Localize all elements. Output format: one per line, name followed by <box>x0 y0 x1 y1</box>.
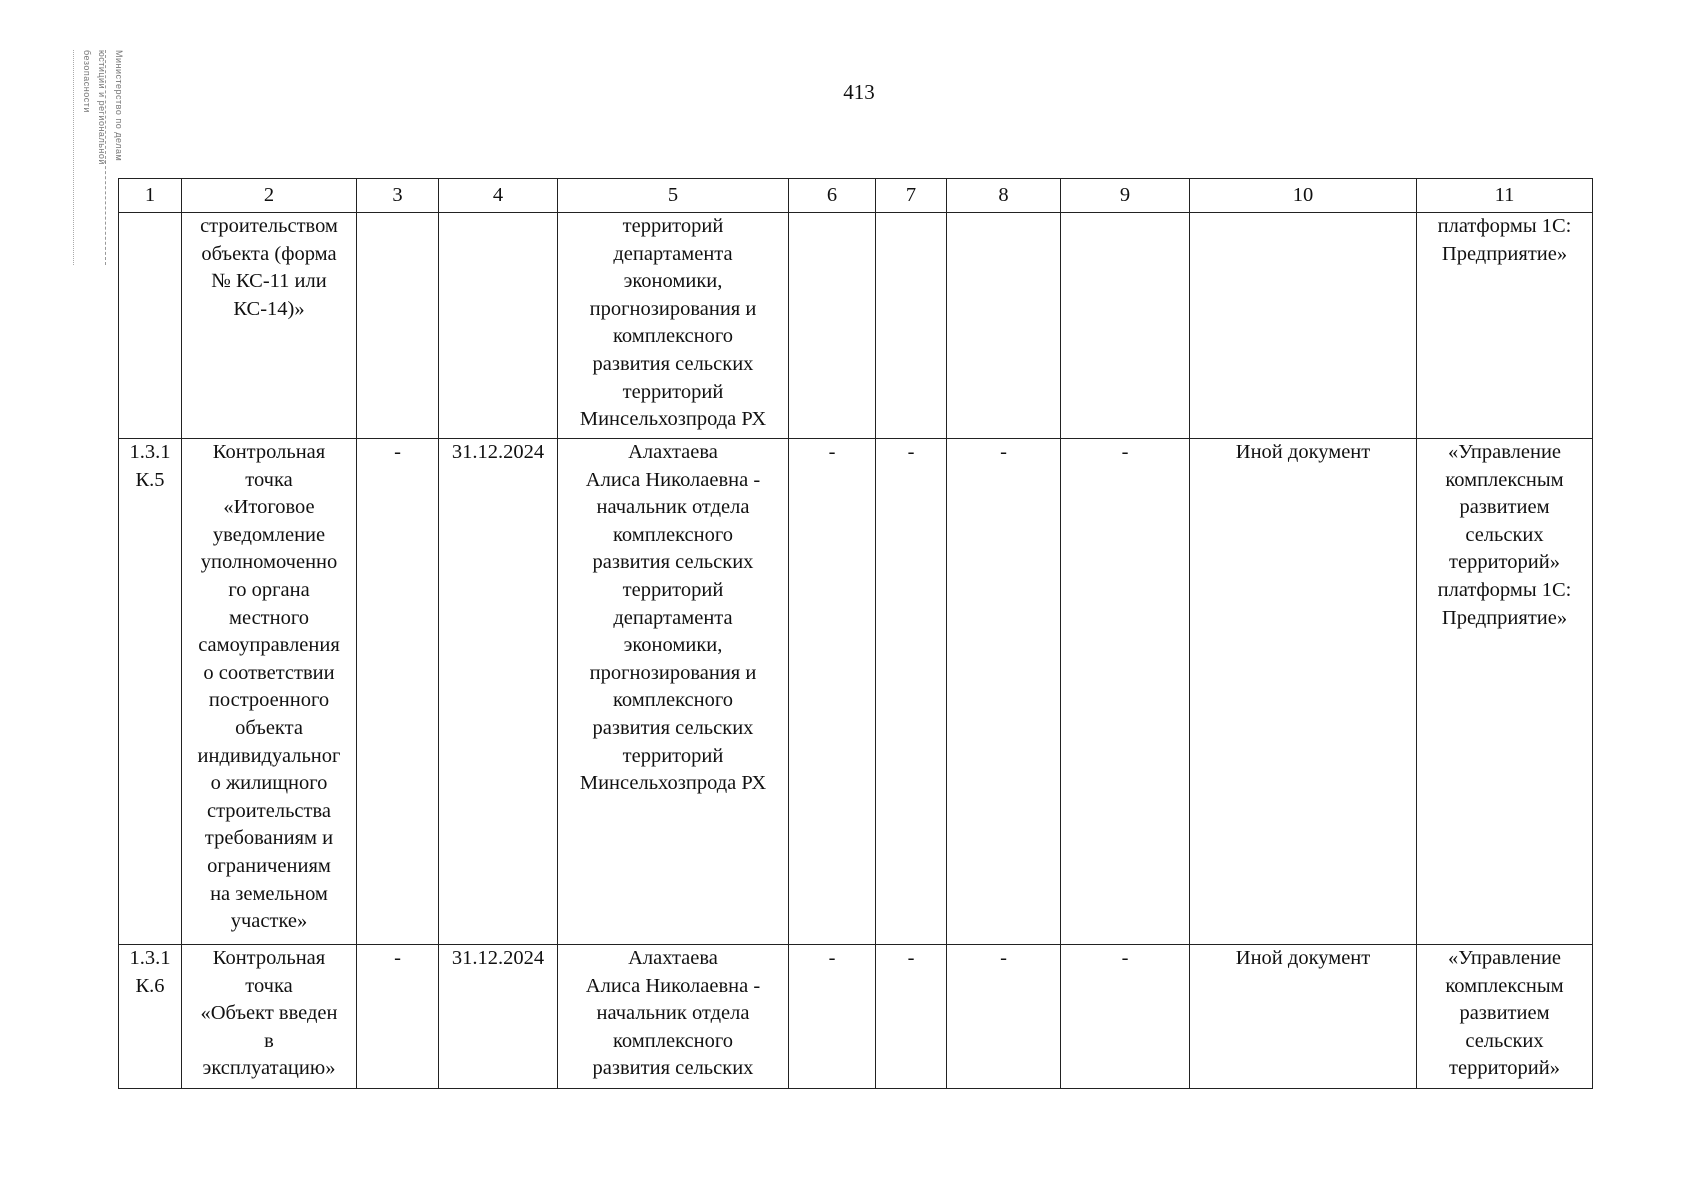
cell-responsible: Алахтаева Алиса Николаевна - начальник отдела комплексного развития сельских территорий департамента экономики, прогнозирования и комплексного развития сельских территорий Минсельхозпрода РХ <box>558 439 789 945</box>
table-row <box>119 213 1593 439</box>
cell-information-system: платформы 1С: Предприятие» <box>1417 213 1593 439</box>
cell-col6: - <box>789 439 876 945</box>
cell-col3: - <box>357 439 439 945</box>
cell-col8 <box>947 213 1061 439</box>
column-header: 6 <box>789 179 876 213</box>
cell-description: строительством объекта (форма № КС-11 или КС-14)» <box>182 213 357 439</box>
cell-number: 1.3.1 К.6 <box>119 945 182 1089</box>
stamp-line-2: юстиции и региональной <box>97 50 107 165</box>
cell-col9: - <box>1061 945 1190 1089</box>
cell-document-type: Иной документ <box>1190 945 1417 1089</box>
cell-document-type <box>1190 213 1417 439</box>
cell-document-type: Иной документ <box>1190 439 1417 945</box>
column-header: 5 <box>558 179 789 213</box>
column-header: 11 <box>1417 179 1593 213</box>
column-header: 2 <box>182 179 357 213</box>
page-number: 413 <box>843 80 875 104</box>
column-header: 10 <box>1190 179 1417 213</box>
column-header: 4 <box>439 179 558 213</box>
cell-col6: - <box>789 945 876 1089</box>
cell-col7: - <box>876 439 947 945</box>
cell-number: 1.3.1 К.5 <box>119 439 182 945</box>
cell-col7: - <box>876 945 947 1089</box>
stamp-line-3: безопасности <box>73 50 92 265</box>
cell-responsible: Алахтаева Алиса Николаевна - начальник отдела комплексного развития сельских <box>558 945 789 1089</box>
cell-date: 31.12.2024 <box>439 945 558 1089</box>
column-header: 8 <box>947 179 1061 213</box>
table-header-row <box>119 179 1593 213</box>
cell-responsible: территорий департамента экономики, прогнозирования и комплексного развития сельских территорий Минсельхозпрода РХ <box>558 213 789 439</box>
cell-number <box>119 213 182 439</box>
column-header: 1 <box>119 179 182 213</box>
column-header: 9 <box>1061 179 1190 213</box>
cell-col6 <box>789 213 876 439</box>
table-row <box>119 945 1593 1089</box>
cell-col3: - <box>357 945 439 1089</box>
cell-information-system: «Управление комплексным развитием сельских территорий» платформы 1С: Предприятие» <box>1417 439 1593 945</box>
cell-col8: - <box>947 945 1061 1089</box>
stamp-line-1: Министерство по делам <box>105 50 124 265</box>
cell-date: 31.12.2024 <box>439 439 558 945</box>
cell-description: Контрольная точка «Объект введен в эксплуатацию» <box>182 945 357 1089</box>
cell-date <box>439 213 558 439</box>
cell-col8: - <box>947 439 1061 945</box>
cell-col3 <box>357 213 439 439</box>
column-header: 3 <box>357 179 439 213</box>
cell-information-system: «Управление комплексным развитием сельских территорий» <box>1417 945 1593 1089</box>
table-row <box>119 439 1593 945</box>
cell-description: Контрольная точка «Итоговое уведомление уполномоченно го органа местного самоуправления о соответствии построенного объекта индивидуальног о жилищного строительства требованиям и ограничениям на земельном участке» <box>182 439 357 945</box>
cell-col9 <box>1061 213 1190 439</box>
document-table <box>118 178 1593 1089</box>
cell-col9: - <box>1061 439 1190 945</box>
cell-col7 <box>876 213 947 439</box>
column-header: 7 <box>876 179 947 213</box>
